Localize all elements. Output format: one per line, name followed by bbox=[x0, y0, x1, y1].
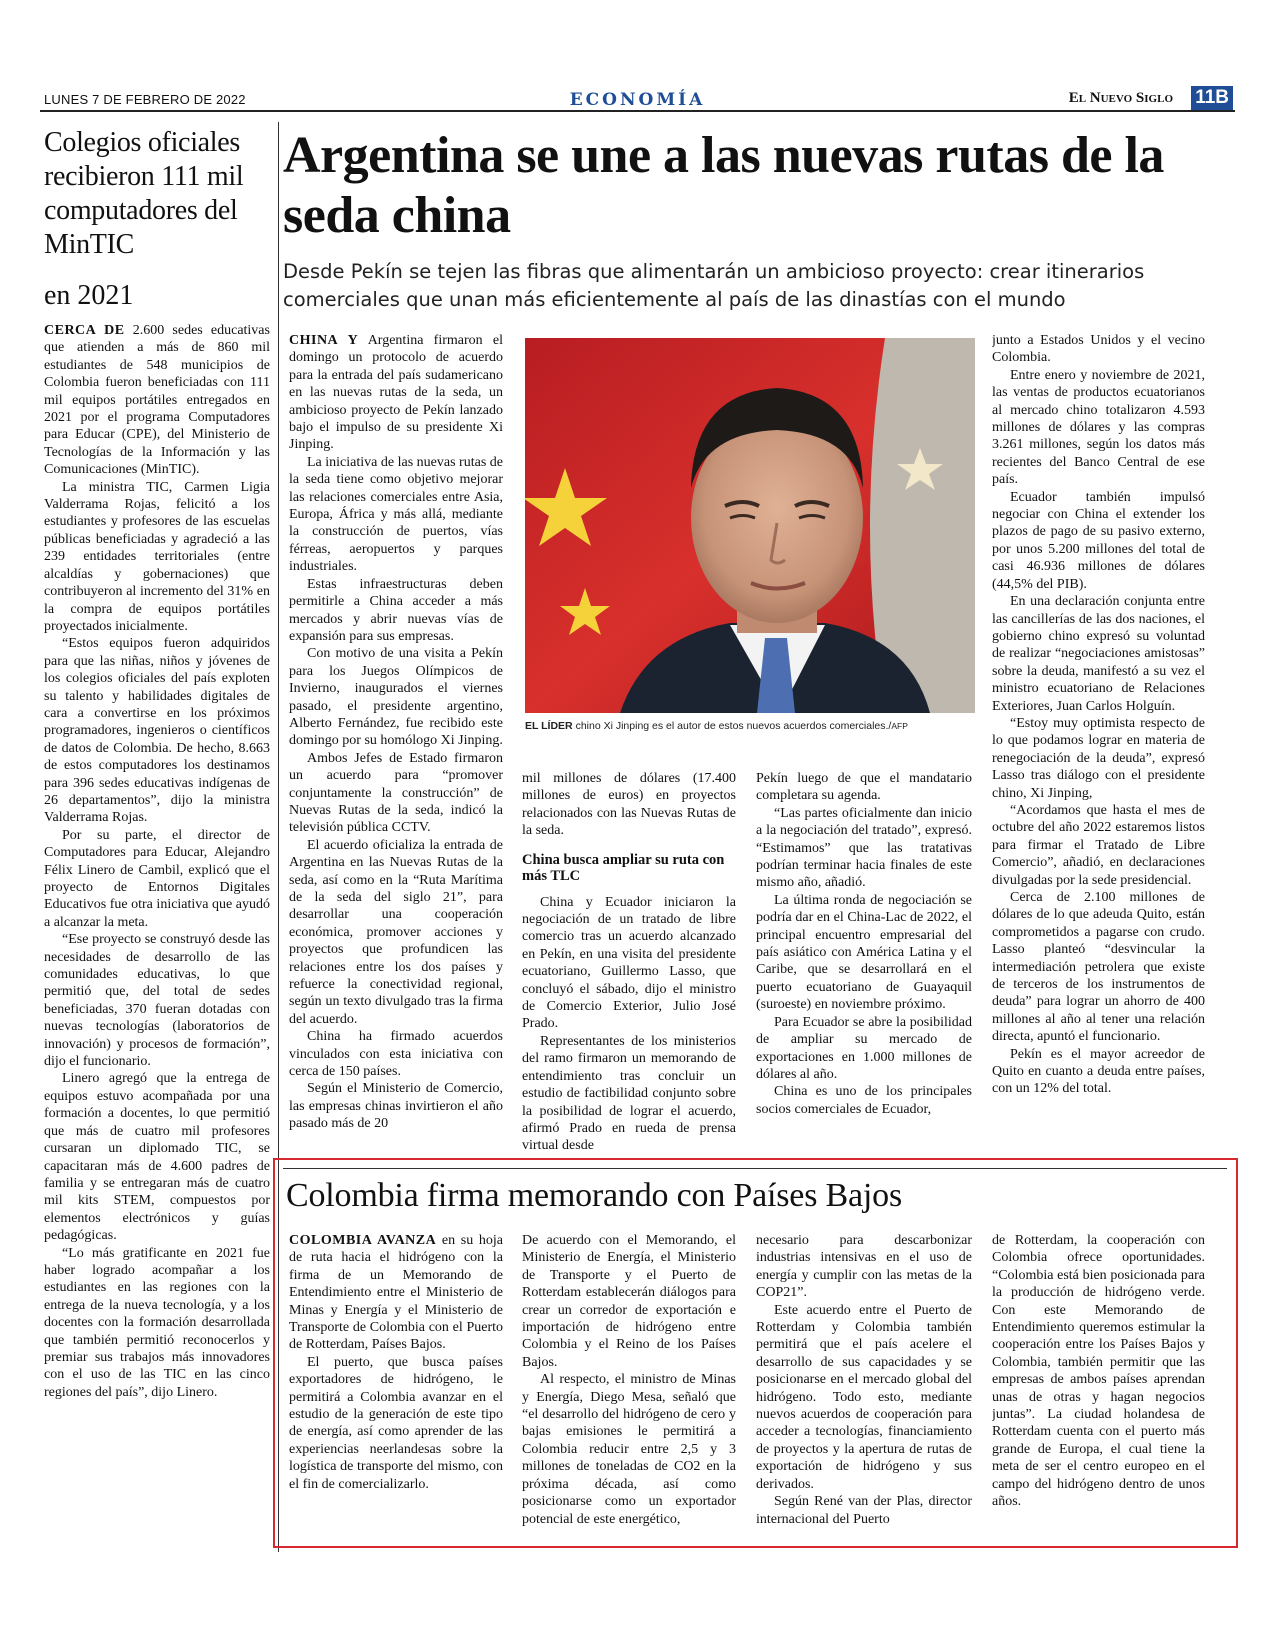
main-article-column-1 bbox=[289, 332, 503, 1152]
left-article-lead: CERCA DE 2.600 sedes educativas que atienden a más de 860 mil estudiantes de 548 municipios de Colombia fueron beneficiadas con 111 mil equipos portátiles entregados en 2021 por el programa Computadores para Educar (CPE), del Ministerio de Tecnologías de la Información y las Comunicaciones (MinTIC). bbox=[44, 323, 270, 478]
box-article-headline: Colombia firma memorando con Países Bajos bbox=[286, 1177, 902, 1214]
paragraph-continued: de Rotterdam, la cooperación con Colombia ofrece oportunidades. “Colombia está bien posicionada para la producción de hidrógeno verde. Con este Memorando de Entendimiento queremos estimular la cooperación entre los Países Bajos y Colombia, también permitir que las empresas de ambos países aprendan unas de otras y hagan negocios juntas”. La ciudad holandesa de Rotterdam cuenta con el puerto más grande de Europa, el cual tiene la meta de ser el centro europeo en el campo del hidrógeno dentro de unos años. bbox=[992, 1233, 1205, 1510]
box-article-column-2 bbox=[522, 1232, 736, 1537]
page-number: 11B bbox=[1191, 86, 1233, 110]
paragraph: China es uno de los principales socios comerciales de Ecuador, bbox=[756, 1084, 972, 1117]
main-article-column-2 bbox=[522, 770, 736, 1152]
photo-credit: AFP bbox=[891, 721, 908, 731]
paragraph: Según el Ministerio de Comercio, las empresas chinas invirtieron el año pasado más de 20 bbox=[289, 1081, 503, 1132]
paragraph-continued: mil millones de dólares (17.400 millones de euros) en proyectos relacionados con las Nuevas Rutas de la seda. bbox=[522, 771, 736, 839]
paragraph: Estas infraestructuras deben permitirle a China acceder a más mercados y abrir nuevas vías de expansión para sus empresas. bbox=[289, 576, 503, 644]
paragraph: La iniciativa de las nuevas rutas de la seda tiene como objetivo mejorar las relaciones comerciales entre Asia, Europa, África y más allá, mediante la construcción de puertos, vías férreas, aeropuertos y parques industriales. bbox=[289, 454, 503, 575]
newspaper-name: El Nuevo Siglo bbox=[1068, 90, 1173, 106]
paragraph: Entre enero y noviembre de 2021, las ventas de productos ecuatorianos al mercado chino totalizaron 4.593 millones de dólares y las compras 3.261 millones, según los datos más recientes del Banco Central de ese país. bbox=[992, 367, 1205, 488]
photo-caption: EL LÍDER chino Xi Jinping es el autor de estos nuevos acuerdos comerciales./AFP bbox=[525, 720, 908, 732]
box-article-column-4 bbox=[992, 1232, 1205, 1537]
main-article-lead: CHINA Y Argentina firmaron el domingo un protocolo de acuerdo para la entrada del país sudamericano en las nuevas rutas de la seda, un ambicioso proyecto de Pekín lanzado bajo el impulso de su presidente Xi Jinping. bbox=[289, 333, 503, 453]
box-top-rule bbox=[283, 1168, 1227, 1169]
lead-word: COLOMBIA AVANZA bbox=[289, 1233, 437, 1248]
lead-word: CERCA DE bbox=[44, 323, 125, 338]
paragraph-continued: Pekín luego de que el mandatario completara su agenda. bbox=[756, 771, 972, 804]
paragraph: “Acordamos que hasta el mes de octubre del año 2022 estaremos listos para firmar el Tratado de Libre Comercio”, añadió, en declaraciones divulgadas por la sede presidencial. bbox=[992, 802, 1205, 888]
left-article-body bbox=[44, 322, 270, 1547]
paragraph: Para Ecuador se abre la posibilidad de ampliar su mercado de exportaciones en 1.000 millones de dólares al año. bbox=[756, 1014, 972, 1082]
paragraph: El acuerdo oficializa la entrada de Argentina en las Nuevas Rutas de la seda, así como en la “Ruta Marítima de la seda del siglo 21”, para desarrollar una cooperación económica, promover acciones y proyectos que profundicen las relaciones entre los dos países y refuerce la conectividad regional, según un texto divulgado tras la firma del acuerdo. bbox=[289, 837, 503, 1027]
main-headline: Argentina se une a las nuevas rutas de la seda china bbox=[283, 127, 1164, 244]
left-article-title-year: en 2021 bbox=[44, 280, 134, 311]
paragraph: “Estoy muy optimista respecto de lo que podamos lograr en materia de renegociación de la deuda”, expresó Lasso tras diálogo con el presidente chino, Xi Jinping, bbox=[992, 715, 1205, 801]
paragraph: Ecuador también impulsó negociar con China el extender los plazos de pago de su pasivo externo, por unos 5.200 millones del total de casi 46.936 millones de dólares (44,5% del PIB). bbox=[992, 489, 1205, 592]
paragraph: China ha firmado acuerdos vinculados con esta iniciativa con cerca de 150 países. bbox=[289, 1029, 503, 1080]
box-article-column-1 bbox=[289, 1232, 503, 1537]
paragraph: Por su parte, el director de Computadores para Educar, Alejandro Félix Linero de Cambil, explicó que el proyecto de Entornos Digitales Educativos fue otra iniciativa que ayudó a alcanzar la meta. bbox=[44, 827, 270, 930]
paragraph: Al respecto, el ministro de Minas y Energía, Diego Mesa, señaló que “el desarrollo del hidrógeno de cero y bajas emisiones le permitirá a Colombia reducir entre 2,5 y 3 millones de toneladas de CO2 en la próxima década, así como posicionarse como un exportador potencial de este energético, bbox=[522, 1372, 736, 1527]
paragraph: El puerto, que busca países exportadores de hidrógeno, le permitirá a Colombia avanzar en el estudio de la generación de este tipo de energía, así como aprender de las experiencias neerlandesas sobre la logística de transporte del mismo, con el fin de comercializarlo. bbox=[289, 1354, 503, 1492]
paragraph: Linero agregó que la entrega de equipos estuvo acompañada por una formación a docentes, lo que permitió que más de cuatro mil profesores cursaran un diplomado TIC, se capacitaran más de 4.600 padres de familia y se entregaran más de cuatro mil kits STEM, compuestos por elementos electrónicos y guías pedagógicas. bbox=[44, 1071, 270, 1244]
paragraph: Este acuerdo entre el Puerto de Rotterdam y Colombia también permitirá que el país acelere el desarrollo de sus capacidades y se posicionarse en el mercado global del hidrógeno. Todo esto, mediante nuevos acuerdos de cooperación para acceder a tecnologías, financiamiento de proyectos y la apertura de rutas de exportación de hidrógeno y sus derivados. bbox=[756, 1302, 972, 1492]
paragraph: La última ronda de negociación se podría dar en el China-Lac de 2022, el principal encuentro empresarial del país asiático con América Latina y el Caribe, que se desarrollará en el puerto ecuatoriano de Guayaquil (suroeste) en noviembre próximo. bbox=[756, 892, 972, 1013]
issue-date: LUNES 7 DE FEBRERO DE 2022 bbox=[44, 92, 246, 107]
main-article-column-4 bbox=[992, 332, 1205, 1152]
header-rule bbox=[40, 110, 1235, 112]
paragraph: Pekín es el mayor acreedor de Quito en cuanto a deuda entre países, con un 12% del total. bbox=[992, 1046, 1205, 1097]
subheading: China busca ampliar su ruta con más TLC bbox=[522, 851, 725, 884]
paragraph: Según René van der Plas, director internacional del Puerto bbox=[756, 1494, 972, 1527]
paragraph: Cerca de 2.100 millones de dólares de lo que adeuda Quito, están comprometidos a pagarse con crudo. Lasso planteó “desvincular la intermediación petrolera que existe de terceros de los instrumentos de deuda” para lograr un ahorro de 400 millones al año al tener una relación directa, apuntó el funcionario. bbox=[992, 890, 1205, 1045]
paragraph: Con motivo de una visita a Pekín para los Juegos Olímpicos de Invierno, inaugurados el viernes pasado, el presidente argentino, Alberto Fernández, fue recibido este domingo por su homólogo Xi Jinping. bbox=[289, 646, 503, 749]
section-name: ECONOMÍA bbox=[569, 90, 706, 110]
left-article-title: Colegios oficiales recibieron 111 mil computadores del MinTIC bbox=[44, 127, 244, 261]
paragraph: “Estos equipos fueron adquiridos para que las niñas, niños y jóvenes de los colegios oficiales del país exploten su talento y habilidades digitales de cara a convertirse en los próximos programadores, ingenieros o científicos de datos de Colombia. De hecho, 8.663 de estos computadores los destinamos para 396 sedes educativas indígenas de 26 departamentos”, dijo la ministra Valderrama Rojas. bbox=[44, 636, 270, 826]
paragraph: China y Ecuador iniciaron la negociación de un tratado de libre comercio tras un acuerdo alcanzado en Pekín, en una visita del presidente ecuatoriano, Guillermo Lasso, que concluyó el sábado, dijo el ministro de Comercio Exterior, Julio José Prado. bbox=[522, 894, 736, 1032]
lead-word: CHINA Y bbox=[289, 333, 359, 348]
paragraph-continued: junto a Estados Unidos y el vecino Colombia. bbox=[992, 333, 1205, 366]
paragraph: “Ese proyecto se construyó desde las necesidades de desarrollo de las comunidades educativas, lo que permitió que, del total de sedes beneficiadas, 370 fueran dotadas con nuevas tecnologías (laboratorios de innovación) y procesos de formación”, dijo el funcionario. bbox=[44, 932, 270, 1070]
xi-jinping-photo bbox=[525, 338, 975, 713]
box-article-lead: COLOMBIA AVANZA en su hoja de ruta hacia el hidrógeno con la firma de un Memorando de Entendimiento entre el Ministerio de Minas y Energía y el Ministerio de Transporte de Colombia con el Puerto de Rotterdam, Países Bajos. bbox=[289, 1233, 503, 1353]
paragraph-continued: necesario para descarbonizar industrias intensivas en el uso de energía y cumplir con las metas de la COP21”. bbox=[756, 1233, 972, 1301]
paragraph: De acuerdo con el Memorando, el Ministerio de Energía, el Ministerio de Transporte y el Puerto de Rotterdam establecerán diálogos para crear un corredor de exportación e importación de hidrógeno entre Colombia y el Reino de los Países Bajos. bbox=[522, 1233, 736, 1370]
box-article-column-3 bbox=[756, 1232, 972, 1537]
paragraph: “Lo más gratificante en 2021 fue haber logrado acompañar a los estudiantes en las regiones con la entrega de la nueva tecnología, y a los docentes con la formación desarrollada que también permitió reconocerlos y premiar sus trabajos más innovadores con el uso de las TIC en las cinco regiones del país”, dijo Linero. bbox=[44, 1245, 270, 1400]
paragraph: La ministra TIC, Carmen Ligia Valderrama Rojas, felicitó a los estudiantes y profesores de las escuelas públicas beneficiadas y agradeció a las 239 entidades territoriales (entre alcaldías y gobernaciones) que contribuyeron al incremento del 31% en la compra de equipos portátiles proyectados inicialmente. bbox=[44, 479, 270, 634]
paragraph: Representantes de los ministerios del ramo firmaron un memorando de entendimiento tras concluir un estudio de factibilidad conjunto sobre la posibilidad de lograr el acuerdo, afirmó Prado en rueda de prensa virtual desde bbox=[522, 1033, 736, 1152]
main-article-column-3 bbox=[756, 770, 972, 1152]
paragraph: En una declaración conjunta entre las cancillerías de las dos naciones, el gobierno chino expresó su voluntad de realizar “negociaciones amistosas” sobre la deuda, manifestó a su vez el ministro ecuatoriano de Relaciones Exteriores, Juan Carlos Holguín. bbox=[992, 594, 1205, 714]
main-deck: Desde Pekín se tejen las fibras que alimentarán un ambicioso proyecto: crear itinerarios comerciales que unan más eficientemente al país de las dinastías con el mundo bbox=[283, 260, 1145, 311]
photo-illustration bbox=[525, 338, 975, 713]
paragraph: Ambos Jefes de Estado firmaron un acuerdo para “promover conjuntamente la construcción” de Nuevas Rutas de la seda, indicó la televisión pública CCTV. bbox=[289, 750, 503, 836]
paragraph: “Las partes oficialmente dan inicio a la negociación del tratado”, expresó. “Estimamos” que las tratativas podrían terminar hacia finales de este mismo año, añadió. bbox=[756, 805, 972, 891]
